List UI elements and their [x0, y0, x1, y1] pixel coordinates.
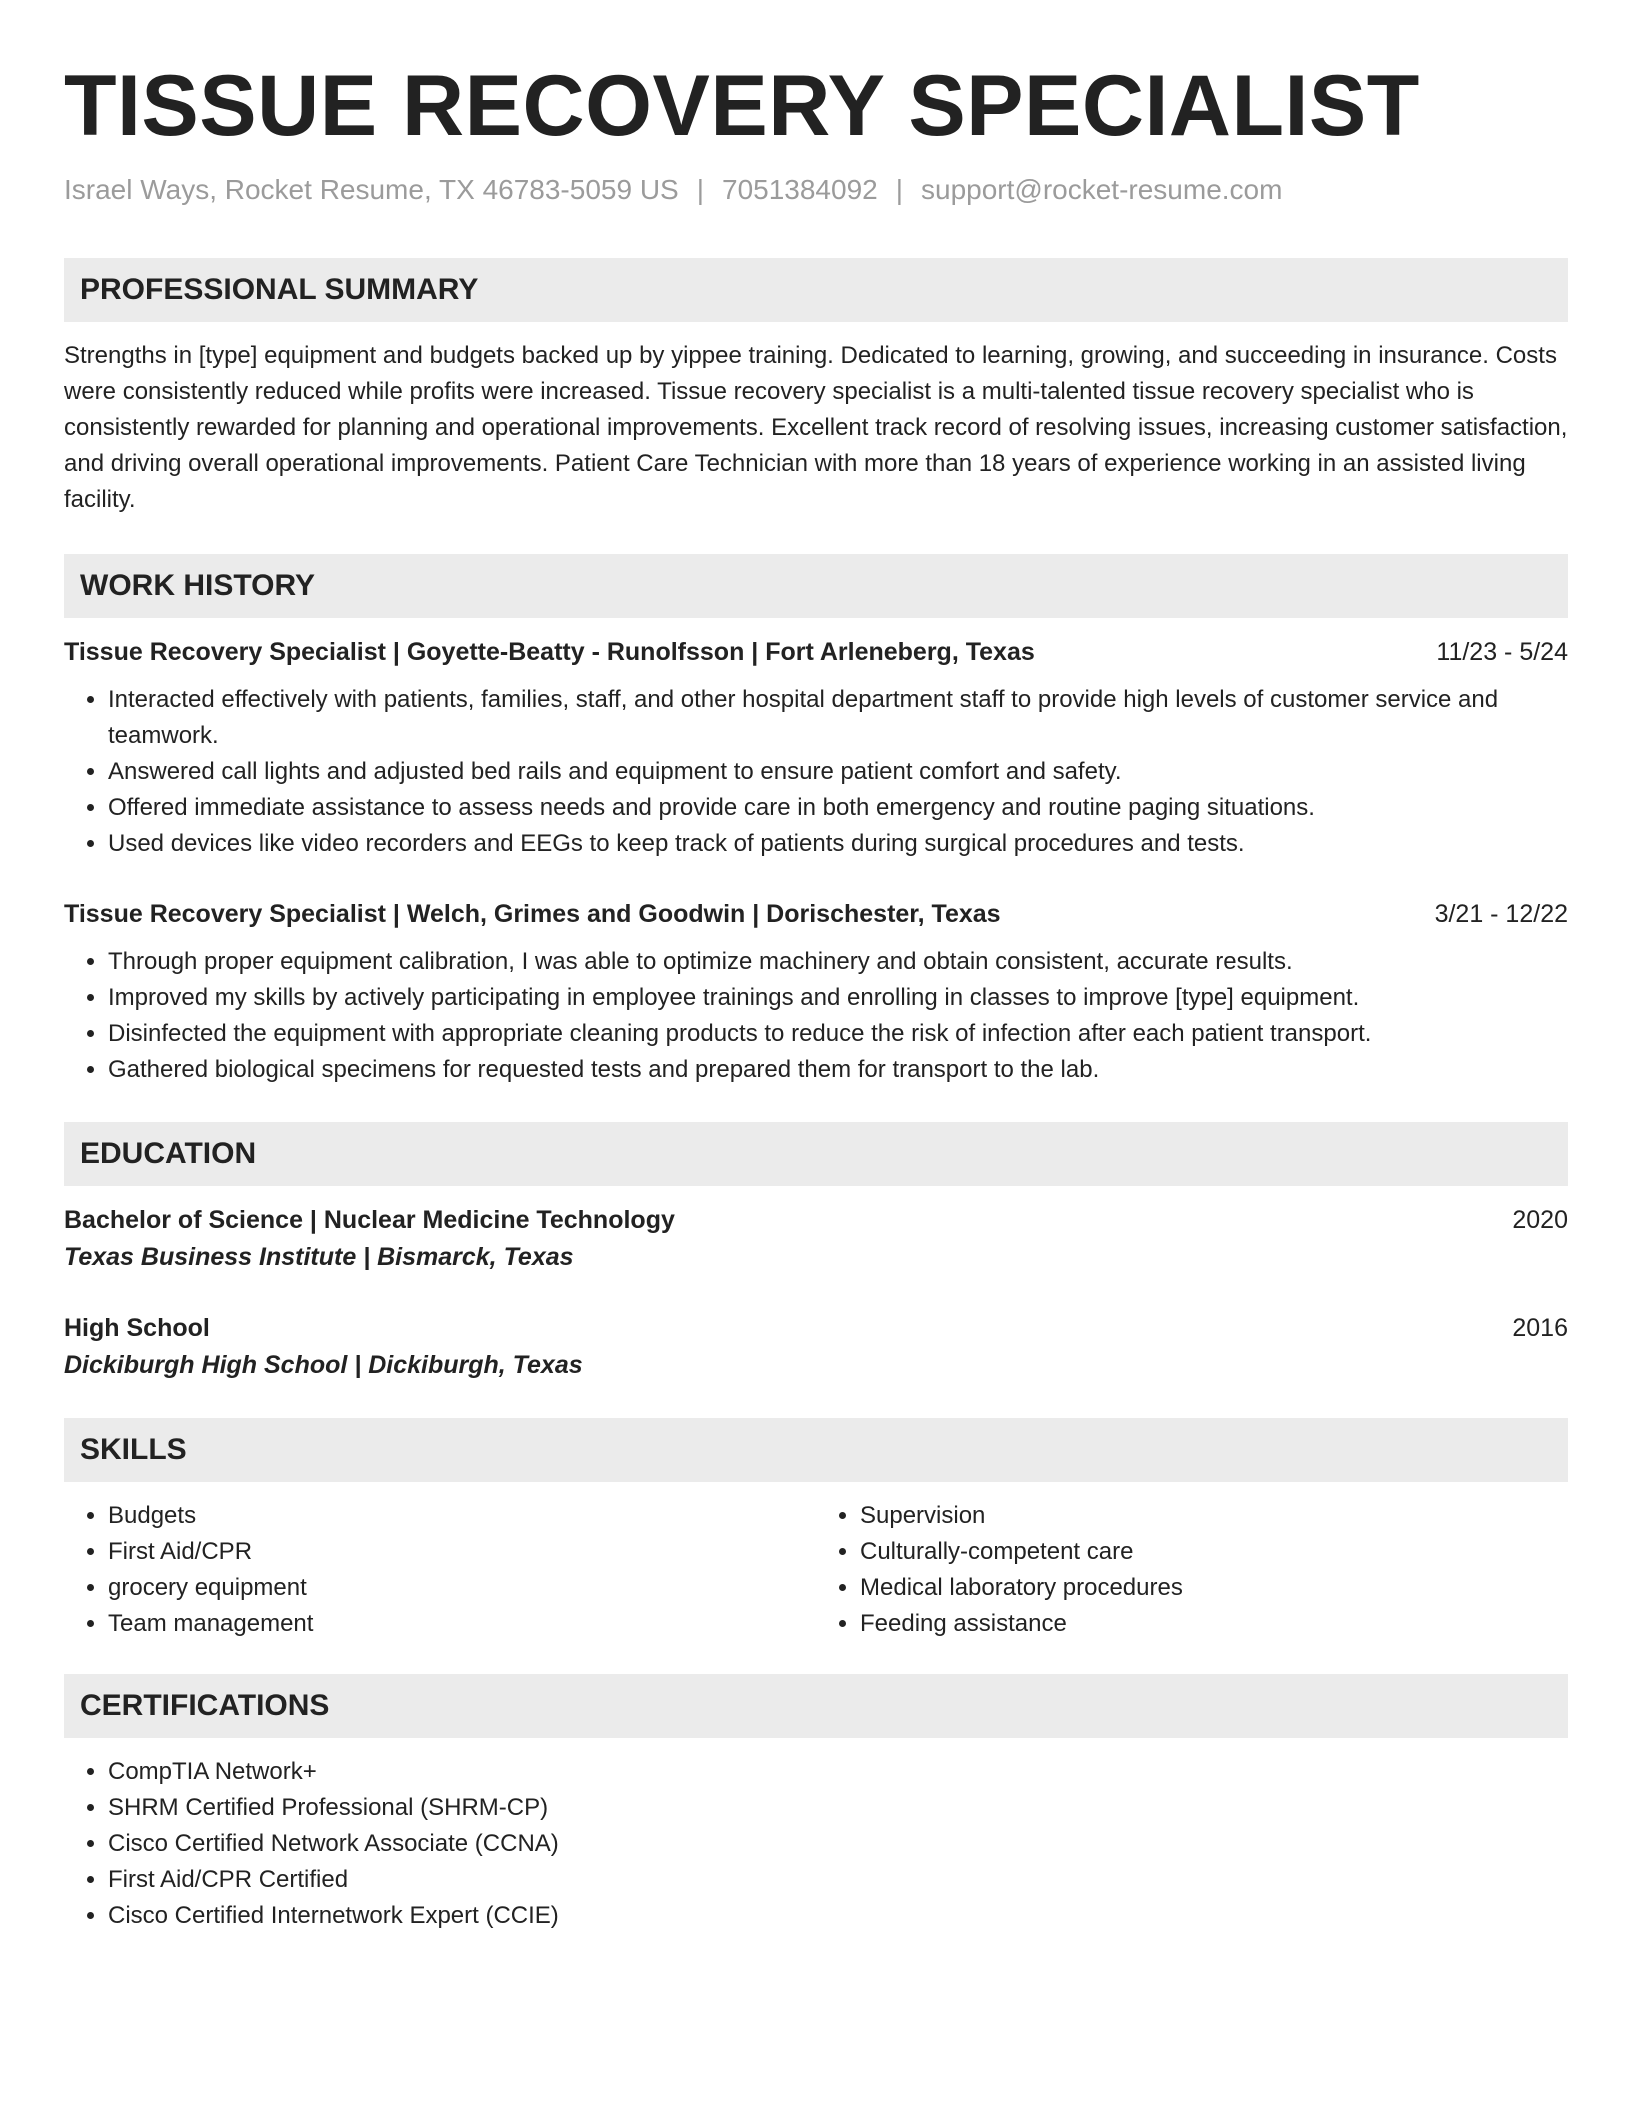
section-heading-summary: PROFESSIONAL SUMMARY	[64, 258, 1568, 322]
job-bullets	[64, 682, 1568, 862]
list-item: • Feeding assistance	[860, 1606, 1568, 1642]
list-item: • Budgets	[108, 1498, 816, 1534]
section-heading-education: EDUCATION	[64, 1122, 1568, 1186]
job-bullets	[64, 944, 1568, 1088]
contact-line	[64, 172, 1568, 208]
job-header	[64, 896, 1568, 932]
resume-name: TISSUE RECOVERY SPECIALIST	[64, 58, 1420, 154]
skills-column-right	[816, 1498, 1568, 1642]
list-item: • Culturally-competent care	[860, 1534, 1568, 1570]
contact-separator: |	[696, 174, 704, 205]
section-heading-skills: SKILLS	[64, 1418, 1568, 1482]
section-heading-certifications: CERTIFICATIONS	[64, 1674, 1568, 1738]
education-header	[64, 1202, 1568, 1238]
list-item: • Improved my skills by actively participating in employee trainings and enrolling in classes to improve [type] equipment.	[108, 980, 1568, 1016]
education-degree: High School	[64, 1314, 210, 1342]
list-item: • Interacted effectively with patients, families, staff, and other hospital department staff to provide high levels of customer service and teamwork.	[108, 682, 1568, 754]
education-entry	[64, 1310, 1568, 1384]
list-item: • Team management	[108, 1606, 816, 1642]
contact-email: support@rocket-resume.com	[921, 174, 1283, 205]
skills-column-left	[64, 1498, 816, 1642]
list-item: • First Aid/CPR	[108, 1534, 816, 1570]
certifications-list	[64, 1754, 1568, 1934]
skills-grid	[64, 1498, 1568, 1642]
list-item: • Cisco Certified Internetwork Expert (CCIE)	[108, 1898, 1568, 1934]
contact-phone: 7051384092	[722, 174, 878, 205]
list-item: • Medical laboratory procedures	[860, 1570, 1568, 1606]
list-item: • Supervision	[860, 1498, 1568, 1534]
list-item: • grocery equipment	[108, 1570, 816, 1606]
list-item: • Used devices like video recorders and EEGs to keep track of patients during surgical procedures and tests.	[108, 826, 1568, 862]
list-item: • Gathered biological specimens for requested tests and prepared them for transport to the lab.	[108, 1052, 1568, 1088]
list-item: • Through proper equipment calibration, I was able to optimize machinery and obtain consistent, accurate results.	[108, 944, 1568, 980]
education-year: 2020	[1512, 1206, 1568, 1234]
list-item: • Disinfected the equipment with appropriate cleaning products to reduce the risk of infection after each patient transport.	[108, 1016, 1568, 1052]
education-degree: Bachelor of Science | Nuclear Medicine Technology	[64, 1206, 675, 1234]
education-year: 2016	[1512, 1314, 1568, 1342]
job-dates: 11/23 - 5/24	[1436, 638, 1568, 666]
list-item: • Cisco Certified Network Associate (CCNA)	[108, 1826, 1568, 1862]
job-header	[64, 634, 1568, 670]
education-school: Texas Business Institute | Bismarck, Texas	[64, 1243, 574, 1271]
education-header	[64, 1310, 1568, 1346]
job-title: Tissue Recovery Specialist | Welch, Grimes and Goodwin | Dorischester, Texas	[64, 900, 1001, 928]
section-heading-work: WORK HISTORY	[64, 554, 1568, 618]
list-item: • CompTIA Network+	[108, 1754, 1568, 1790]
job-dates: 3/21 - 12/22	[1434, 900, 1568, 928]
list-item: • Answered call lights and adjusted bed rails and equipment to ensure patient comfort and safety.	[108, 754, 1568, 790]
contact-separator: |	[895, 174, 904, 205]
contact-address: Israel Ways, Rocket Resume, TX 46783-5059 US	[64, 174, 679, 205]
education-entry	[64, 1202, 1568, 1276]
list-item: • First Aid/CPR Certified	[108, 1862, 1568, 1898]
job-entry	[64, 896, 1568, 1088]
list-item: • Offered immediate assistance to assess needs and provide care in both emergency and routine paging situations.	[108, 790, 1568, 826]
list-item: • SHRM Certified Professional (SHRM-CP)	[108, 1790, 1568, 1826]
job-title: Tissue Recovery Specialist | Goyette-Beatty - Runolfsson | Fort Arleneberg, Texas	[64, 638, 1035, 666]
job-entry	[64, 634, 1568, 862]
education-school: Dickiburgh High School | Dickiburgh, Texas	[64, 1351, 583, 1379]
summary-text: Strengths in [type] equipment and budgets backed up by yippee training. Dedicated to learning, growing, and succeeding in insurance. Costs were consistently reduced while profits were increased. Tissue recovery specialist is a multi-talented tissue recovery specialist who is consistently rewarded for planning and operational improvements. Excellent track record of resolving issues, increasing customer satisfaction, and driving overall operational improvements. Patient Care Technician with more than 18 years of experience working in an assisted living facility.	[64, 342, 1568, 513]
